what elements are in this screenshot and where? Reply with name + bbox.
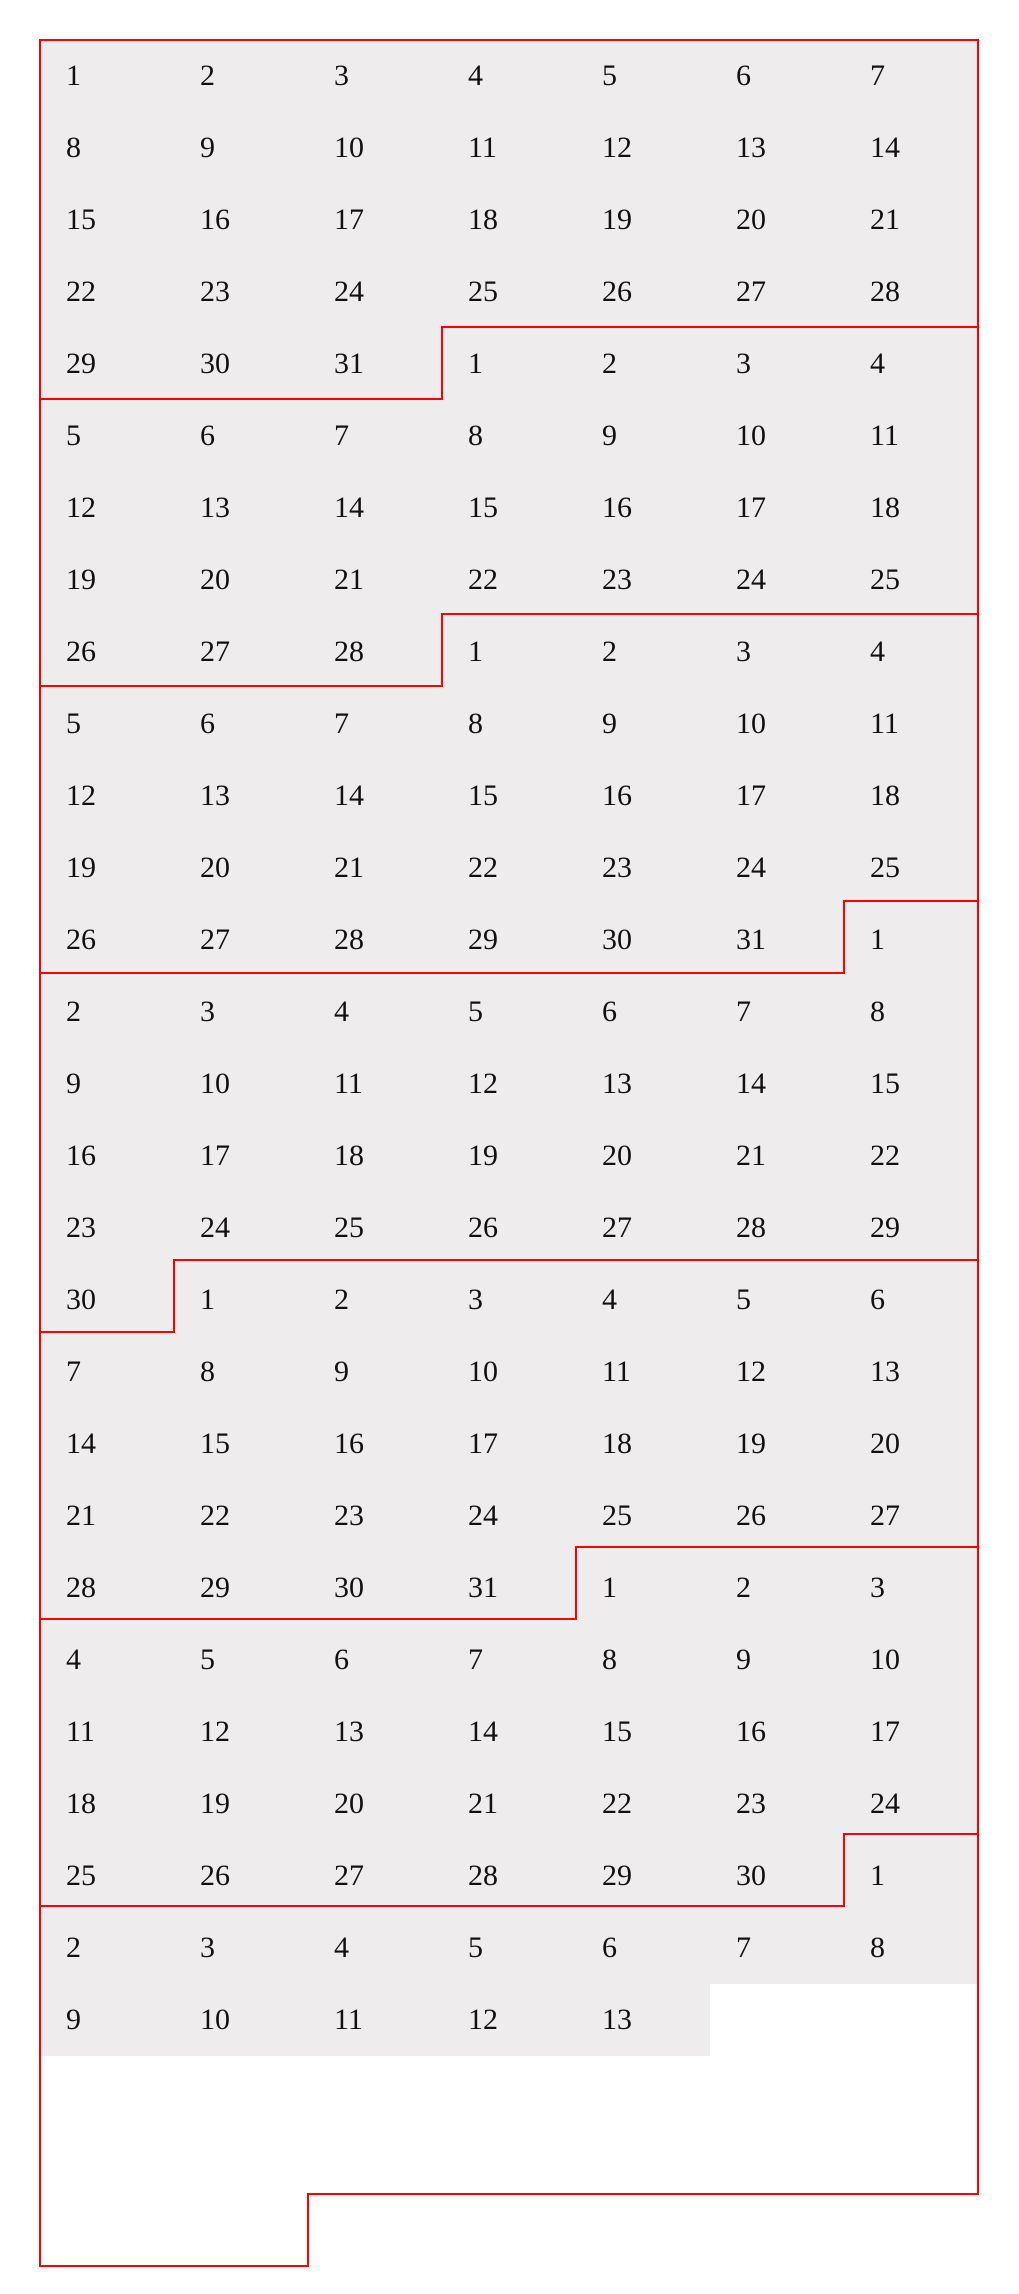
day-cell: 3 <box>844 1552 978 1624</box>
day-cell: 4 <box>844 616 978 688</box>
day-cell: 23 <box>710 1768 844 1840</box>
day-cell: 2 <box>308 1264 442 1336</box>
day-cell: 28 <box>844 256 978 328</box>
day-cell: 4 <box>844 328 978 400</box>
day-cell: 24 <box>442 1480 576 1552</box>
day-cell: 19 <box>40 544 174 616</box>
day-cell: 25 <box>844 544 978 616</box>
day-cell: 13 <box>844 1336 978 1408</box>
day-cell: 5 <box>576 40 710 112</box>
day-cell: 7 <box>442 1624 576 1696</box>
day-cell: 2 <box>576 616 710 688</box>
day-cell: 7 <box>710 1912 844 1984</box>
day-cell: 15 <box>174 1408 308 1480</box>
day-cell: 10 <box>174 1984 308 2056</box>
day-cell: 12 <box>442 1984 576 2056</box>
day-cell: 8 <box>442 688 576 760</box>
day-cell: 9 <box>40 1048 174 1120</box>
day-cell: 8 <box>40 112 174 184</box>
day-cell: 6 <box>710 40 844 112</box>
day-cell: 18 <box>308 1120 442 1192</box>
day-cell: 23 <box>40 1192 174 1264</box>
day-cell: 28 <box>40 1552 174 1624</box>
day-cell: 16 <box>174 184 308 256</box>
day-cell: 15 <box>576 1696 710 1768</box>
day-cell: 24 <box>308 256 442 328</box>
day-cell: 8 <box>442 400 576 472</box>
day-cell: 14 <box>844 112 978 184</box>
day-cell: 18 <box>844 472 978 544</box>
day-cell: 3 <box>710 616 844 688</box>
day-cell: 21 <box>40 1480 174 1552</box>
day-cell: 5 <box>710 1264 844 1336</box>
day-cell: 3 <box>174 1912 308 1984</box>
day-cell: 12 <box>40 472 174 544</box>
day-cell: 29 <box>576 1840 710 1912</box>
day-cell: 6 <box>576 976 710 1048</box>
day-cell: 20 <box>174 832 308 904</box>
day-cell: 10 <box>174 1048 308 1120</box>
day-cell: 16 <box>576 760 710 832</box>
day-cell: 19 <box>710 1408 844 1480</box>
day-cell: 7 <box>844 40 978 112</box>
day-cell: 1 <box>442 328 576 400</box>
day-cell: 30 <box>710 1840 844 1912</box>
day-cell: 17 <box>710 472 844 544</box>
day-cell: 25 <box>844 832 978 904</box>
day-cell: 30 <box>40 1264 174 1336</box>
day-cell: 22 <box>174 1480 308 1552</box>
day-cell: 6 <box>174 688 308 760</box>
day-cell: 19 <box>576 184 710 256</box>
day-cell: 14 <box>40 1408 174 1480</box>
day-cell: 16 <box>308 1408 442 1480</box>
day-cell: 1 <box>576 1552 710 1624</box>
day-cell: 15 <box>442 760 576 832</box>
day-cell: 10 <box>844 1624 978 1696</box>
day-cell: 17 <box>442 1408 576 1480</box>
day-cell: 13 <box>308 1696 442 1768</box>
day-cell: 9 <box>576 400 710 472</box>
day-cell: 8 <box>844 1912 978 1984</box>
day-cell: 4 <box>308 1912 442 1984</box>
day-cell: 19 <box>40 832 174 904</box>
day-cell: 30 <box>174 328 308 400</box>
day-cell: 28 <box>308 616 442 688</box>
day-cell: 5 <box>442 976 576 1048</box>
day-cell: 6 <box>308 1624 442 1696</box>
day-cell: 28 <box>308 904 442 976</box>
day-cell: 5 <box>174 1624 308 1696</box>
day-cell: 6 <box>576 1912 710 1984</box>
day-cell: 22 <box>576 1768 710 1840</box>
day-cell: 1 <box>844 904 978 976</box>
day-cell: 25 <box>308 1192 442 1264</box>
day-cell: 7 <box>40 1336 174 1408</box>
day-cell: 15 <box>442 472 576 544</box>
day-cell: 11 <box>308 1048 442 1120</box>
day-cell: 29 <box>442 904 576 976</box>
day-cell: 3 <box>710 328 844 400</box>
day-cell: 13 <box>576 1984 710 2056</box>
day-cell: 14 <box>308 760 442 832</box>
day-cell: 8 <box>844 976 978 1048</box>
day-cell: 9 <box>576 688 710 760</box>
day-cell: 2 <box>174 40 308 112</box>
day-cell: 3 <box>308 40 442 112</box>
day-cell: 11 <box>40 1696 174 1768</box>
day-cell: 19 <box>174 1768 308 1840</box>
day-cell: 10 <box>308 112 442 184</box>
day-cell: 7 <box>308 400 442 472</box>
day-cell: 3 <box>174 976 308 1048</box>
day-cell: 21 <box>844 184 978 256</box>
day-cell: 1 <box>40 40 174 112</box>
day-cell: 4 <box>576 1264 710 1336</box>
day-cell: 24 <box>710 832 844 904</box>
day-cell: 26 <box>40 904 174 976</box>
day-cell: 24 <box>844 1768 978 1840</box>
day-cell: 11 <box>442 112 576 184</box>
day-cell: 21 <box>308 544 442 616</box>
day-cell: 13 <box>576 1048 710 1120</box>
day-cell: 8 <box>576 1624 710 1696</box>
day-cell: 9 <box>40 1984 174 2056</box>
day-cell: 6 <box>844 1264 978 1336</box>
day-cell: 26 <box>710 1480 844 1552</box>
day-cell: 31 <box>442 1552 576 1624</box>
day-cell: 31 <box>308 328 442 400</box>
day-cell: 25 <box>442 256 576 328</box>
day-cell: 21 <box>308 832 442 904</box>
day-cell: 29 <box>40 328 174 400</box>
day-cell: 3 <box>442 1264 576 1336</box>
day-cell: 29 <box>174 1552 308 1624</box>
day-cell: 2 <box>576 328 710 400</box>
day-cell: 25 <box>576 1480 710 1552</box>
day-cell: 13 <box>174 760 308 832</box>
day-cell: 21 <box>442 1768 576 1840</box>
day-cell: 12 <box>40 760 174 832</box>
day-cell: 28 <box>442 1840 576 1912</box>
day-cell: 18 <box>576 1408 710 1480</box>
day-cell: 10 <box>710 400 844 472</box>
calendar-grid <box>40 40 978 2266</box>
day-cell: 18 <box>844 760 978 832</box>
day-cell: 15 <box>844 1048 978 1120</box>
day-cell: 16 <box>40 1120 174 1192</box>
day-cell: 26 <box>174 1840 308 1912</box>
day-cell: 11 <box>576 1336 710 1408</box>
day-cell: 27 <box>174 616 308 688</box>
day-cell: 5 <box>40 688 174 760</box>
day-cell: 27 <box>710 256 844 328</box>
day-cell: 26 <box>40 616 174 688</box>
day-cell: 5 <box>40 400 174 472</box>
day-cell: 17 <box>710 760 844 832</box>
day-cell: 26 <box>442 1192 576 1264</box>
day-cell: 20 <box>844 1408 978 1480</box>
day-cell: 18 <box>442 184 576 256</box>
day-cell: 14 <box>710 1048 844 1120</box>
day-cell: 6 <box>174 400 308 472</box>
day-cell: 10 <box>710 688 844 760</box>
day-cell: 24 <box>174 1192 308 1264</box>
day-cell: 16 <box>576 472 710 544</box>
day-cell: 27 <box>844 1480 978 1552</box>
day-cell: 13 <box>174 472 308 544</box>
day-cell: 23 <box>576 544 710 616</box>
day-cell: 15 <box>40 184 174 256</box>
day-cell: 27 <box>576 1192 710 1264</box>
day-cell: 5 <box>442 1912 576 1984</box>
day-cell: 9 <box>710 1624 844 1696</box>
day-cell: 4 <box>40 1624 174 1696</box>
day-cell: 24 <box>710 544 844 616</box>
day-cell: 30 <box>576 904 710 976</box>
day-cell: 10 <box>442 1336 576 1408</box>
day-cell: 14 <box>442 1696 576 1768</box>
day-cell: 1 <box>844 1840 978 1912</box>
day-cell: 20 <box>576 1120 710 1192</box>
day-cell: 30 <box>308 1552 442 1624</box>
day-cell: 11 <box>844 400 978 472</box>
day-cell: 29 <box>844 1192 978 1264</box>
day-cell: 2 <box>710 1552 844 1624</box>
day-cell: 12 <box>442 1048 576 1120</box>
day-cell: 8 <box>174 1336 308 1408</box>
day-cell: 23 <box>174 256 308 328</box>
day-cell: 13 <box>710 112 844 184</box>
day-cell: 16 <box>710 1696 844 1768</box>
day-cell: 27 <box>308 1840 442 1912</box>
day-cell: 11 <box>308 1984 442 2056</box>
day-cell: 7 <box>308 688 442 760</box>
day-cell: 9 <box>174 112 308 184</box>
day-cell: 12 <box>576 112 710 184</box>
day-cell: 17 <box>844 1696 978 1768</box>
day-cell: 2 <box>40 976 174 1048</box>
day-cell: 28 <box>710 1192 844 1264</box>
day-cell: 2 <box>40 1912 174 1984</box>
day-cell: 20 <box>174 544 308 616</box>
day-cell: 12 <box>174 1696 308 1768</box>
day-cell: 9 <box>308 1336 442 1408</box>
day-cell: 14 <box>308 472 442 544</box>
day-cell: 17 <box>308 184 442 256</box>
day-cell: 22 <box>40 256 174 328</box>
day-cell: 18 <box>40 1768 174 1840</box>
day-cell: 4 <box>308 976 442 1048</box>
day-cell: 4 <box>442 40 576 112</box>
day-cell: 31 <box>710 904 844 976</box>
day-cell: 23 <box>308 1480 442 1552</box>
day-cell: 26 <box>576 256 710 328</box>
day-cell: 19 <box>442 1120 576 1192</box>
day-cell: 7 <box>710 976 844 1048</box>
day-cell: 20 <box>710 184 844 256</box>
day-cell: 27 <box>174 904 308 976</box>
day-cell: 1 <box>174 1264 308 1336</box>
day-cell: 12 <box>710 1336 844 1408</box>
day-cell: 22 <box>442 832 576 904</box>
day-cell: 23 <box>576 832 710 904</box>
day-cell: 20 <box>308 1768 442 1840</box>
day-cell: 22 <box>442 544 576 616</box>
day-cell: 1 <box>442 616 576 688</box>
day-cell: 25 <box>40 1840 174 1912</box>
day-cell: 21 <box>710 1120 844 1192</box>
day-cell: 22 <box>844 1120 978 1192</box>
day-cell: 11 <box>844 688 978 760</box>
day-cell: 17 <box>174 1120 308 1192</box>
